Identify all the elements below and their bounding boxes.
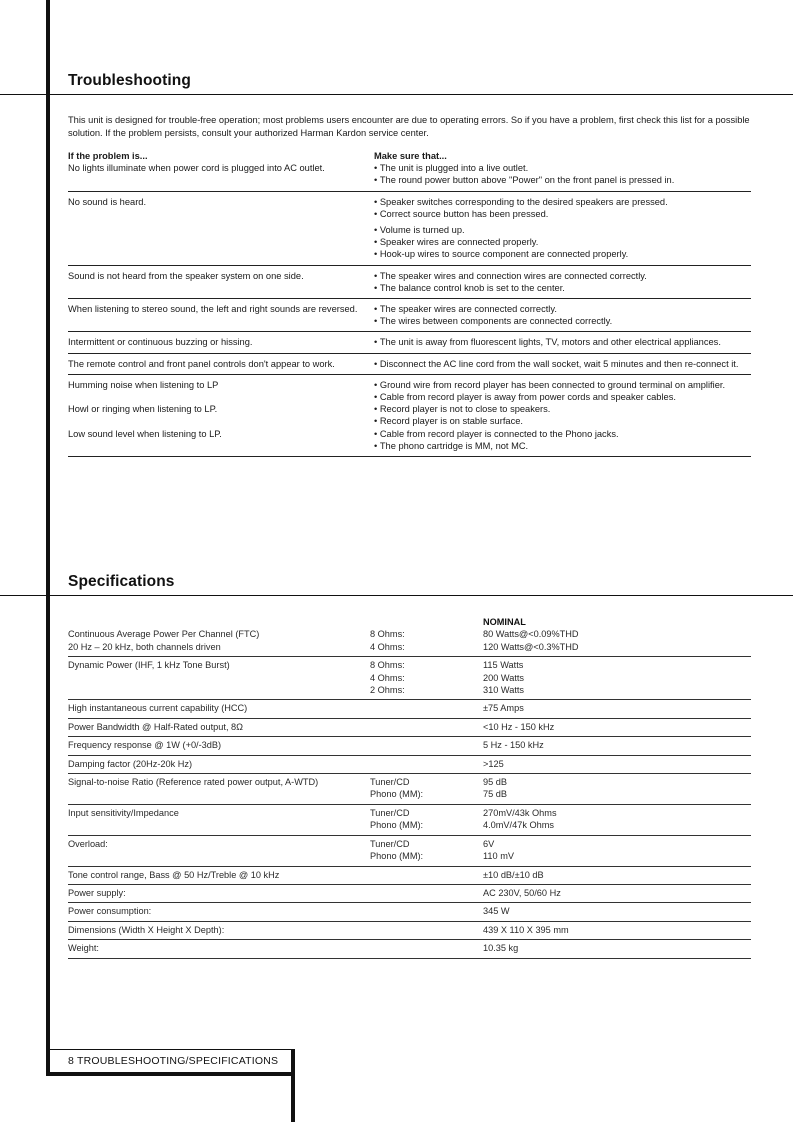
- spec-value: >125: [483, 758, 504, 769]
- spec-condition: 4 Ohms:: [370, 641, 405, 652]
- spec-label-cell: [68, 807, 370, 832]
- title-rule: [0, 595, 793, 596]
- solution-item: • Volume is turned up.: [374, 224, 751, 236]
- spec-value-cell: [483, 924, 751, 936]
- spec-label: Weight:: [68, 943, 99, 954]
- table-row: [68, 354, 751, 375]
- title-rule: [0, 94, 793, 95]
- spec-label-cell: [68, 887, 370, 899]
- troubleshooting-table: [68, 150, 751, 457]
- spec-label-cell: [68, 721, 370, 733]
- spec-label: Continuous Average Power Per Channel (FTC): [68, 629, 260, 640]
- spec-condition-cell: [370, 739, 483, 751]
- table-row: [68, 903, 751, 921]
- spec-value: 5 Hz - 150 kHz: [483, 740, 544, 751]
- table-row: [68, 774, 751, 805]
- table-row: [68, 922, 751, 940]
- spec-condition-cell: [370, 869, 483, 881]
- solution-item: • Record player is not to close to speakers.: [374, 403, 751, 415]
- table-row: [68, 805, 751, 836]
- table-row: [68, 266, 751, 299]
- spec-value: 95 dB: [483, 777, 508, 788]
- troubleshooting-intro: This unit is designed for trouble-free operation; most problems users encounter are due to operating errors. So if you have a problem, first check this list for a possible solution. If the problem persists, consult your authorized Harman Kardon service center.: [68, 115, 750, 139]
- table-row: [68, 836, 751, 867]
- solution-item: • Ground wire from record player has been connected to ground terminal on amplifier.: [374, 379, 751, 391]
- solution-item: • The round power button above "Power" on the front panel is pressed in.: [374, 174, 751, 186]
- spec-condition: 4 Ohms:: [370, 672, 405, 683]
- problem-column-header: If the problem is...: [68, 151, 148, 161]
- spec-label: Dimensions (Width X Height X Depth):: [68, 924, 225, 935]
- spec-label: Power consumption:: [68, 906, 152, 917]
- spec-label-cell: [68, 776, 370, 801]
- spec-value-cell: [483, 807, 751, 832]
- spec-label-cell: [68, 659, 370, 696]
- spec-condition-cell: [370, 942, 483, 954]
- solution-item: • Cable from record player is away from power cords and speaker cables.: [374, 391, 751, 403]
- solution-item: • The phono cartridge is MM, not MC.: [374, 440, 751, 452]
- solution-list: [374, 196, 751, 265]
- nominal-header: NOMINAL: [483, 617, 526, 627]
- spec-label: Input sensitivity/Impedance: [68, 807, 179, 818]
- problem-text: No lights illuminate when power cord is plugged into AC outlet.: [68, 163, 325, 174]
- left-margin-bar: [46, 0, 50, 1076]
- spec-condition: Phono (MM):: [370, 851, 424, 862]
- page-footer-label: 8 TROUBLESHOOTING/SPECIFICATIONS: [68, 1055, 279, 1067]
- spec-value-cell: [483, 942, 751, 954]
- spec-label: Damping factor (20Hz-20k Hz): [68, 758, 193, 769]
- solution-item: • The wires between components are connected correctly.: [374, 315, 751, 327]
- spec-label: Frequency response @ 1W (+0/-3dB): [68, 740, 222, 751]
- spec-condition-cell: [370, 776, 483, 801]
- spec-label-cell: [68, 869, 370, 881]
- solution-item: • Hook-up wires to source component are connected properly.: [374, 248, 751, 260]
- spec-label-cell: [68, 758, 370, 770]
- solution-item: • The unit is plugged into a live outlet.: [374, 162, 751, 174]
- spec-condition: Phono (MM):: [370, 789, 424, 800]
- solution-list: [374, 162, 751, 190]
- spec-value-cell: [483, 887, 751, 899]
- table-row: [68, 628, 751, 657]
- spec-value-cell: [483, 758, 751, 770]
- spec-value: 75 dB: [483, 789, 508, 800]
- spec-label: High instantaneous current capability (HCC): [68, 703, 248, 714]
- table-row: [68, 719, 751, 737]
- table-row: [68, 940, 751, 958]
- spec-value: <10 Hz - 150 kHz: [483, 721, 555, 732]
- spec-condition-cell: [370, 807, 483, 832]
- table-row: [68, 332, 751, 353]
- solution-item: • Speaker switches corresponding to the desired speakers are pressed.: [374, 196, 751, 208]
- solution-item: • The balance control knob is set to the center.: [374, 282, 751, 294]
- spec-value: 110 mV: [483, 851, 514, 862]
- spec-condition-cell: [370, 838, 483, 863]
- solution-list: [374, 270, 751, 298]
- problem-text: Sound is not heard from the speaker system on one side.: [68, 270, 304, 281]
- spec-value: 10.35 kg: [483, 943, 519, 954]
- table-row: [68, 700, 751, 718]
- spec-condition-cell: [370, 702, 483, 714]
- spec-label-cell: [68, 924, 370, 936]
- spec-value: 345 W: [483, 906, 510, 917]
- spec-label: Power supply:: [68, 887, 126, 898]
- spec-condition-cell: [370, 721, 483, 733]
- solution-column-header: Make sure that...: [374, 151, 447, 161]
- solution-list: [374, 336, 751, 352]
- specifications-table: [68, 616, 751, 959]
- spec-value: 6V: [483, 838, 495, 849]
- problem-text: When listening to stereo sound, the left and right sounds are reversed.: [68, 304, 358, 315]
- table-header: [68, 616, 751, 628]
- spec-condition: Tuner/CD: [370, 807, 410, 818]
- spec-label-cell: [68, 739, 370, 751]
- spec-label-cell: [68, 628, 370, 653]
- spec-condition-cell: [370, 659, 483, 696]
- spec-value: 200 Watts: [483, 672, 525, 683]
- spec-value: 80 Watts@<0.09%THD: [483, 629, 579, 640]
- spec-value: ±75 Amps: [483, 703, 524, 714]
- troubleshooting-title: Troubleshooting: [68, 72, 191, 89]
- problem-list: [68, 379, 374, 456]
- spec-condition: 8 Ohms:: [370, 629, 405, 640]
- solution-item: • The unit is away from fluorescent lights, TV, motors and other electrical appliances.: [374, 336, 751, 348]
- table-row: [68, 737, 751, 755]
- spec-condition-cell: [370, 628, 483, 653]
- spec-value: 270mV/43k Ohms: [483, 807, 557, 818]
- spec-condition: 8 Ohms:: [370, 660, 405, 671]
- solution-item: • The speaker wires and connection wires are connected correctly.: [374, 270, 751, 282]
- spec-condition-cell: [370, 758, 483, 770]
- spec-value-cell: [483, 905, 751, 917]
- spec-label-cell: [68, 942, 370, 954]
- spec-value: 4.0mV/47k Ohms: [483, 820, 554, 831]
- solution-item: • Record player is on stable surface.: [374, 415, 751, 427]
- table-row: [68, 657, 751, 700]
- spec-value: 120 Watts@<0.3%THD: [483, 641, 579, 652]
- spec-value: ±10 dB/±10 dB: [483, 869, 544, 880]
- problem-text: Low sound level when listening to LP.: [68, 428, 222, 439]
- spec-label: Overload:: [68, 838, 108, 849]
- table-row: [68, 192, 751, 266]
- table-header: [68, 150, 751, 162]
- table-row: [68, 756, 751, 774]
- spec-value-cell: [483, 739, 751, 751]
- table-row: [68, 375, 751, 457]
- spec-condition: Tuner/CD: [370, 777, 410, 788]
- spec-value: 439 X 110 X 395 mm: [483, 924, 569, 935]
- solution-item: • Correct source button has been pressed.: [374, 208, 751, 220]
- table-row: [68, 885, 751, 903]
- spec-label: 20 Hz – 20 kHz, both channels driven: [68, 641, 221, 652]
- spec-label-cell: [68, 702, 370, 714]
- solution-list: [374, 303, 751, 331]
- table-row: [68, 867, 751, 885]
- spec-value: 115 Watts: [483, 660, 524, 671]
- spec-label: Tone control range, Bass @ 50 Hz/Treble @ 10 kHz: [68, 869, 280, 880]
- spec-condition: Tuner/CD: [370, 838, 410, 849]
- spec-value: 310 Watts: [483, 685, 525, 696]
- problem-text: Howl or ringing when listening to LP.: [68, 404, 218, 415]
- spec-condition-cell: [370, 924, 483, 936]
- solution-list: [374, 358, 751, 374]
- spec-value-cell: [483, 869, 751, 881]
- spec-condition-cell: [370, 887, 483, 899]
- spec-condition-cell: [370, 905, 483, 917]
- solution-item: • Disconnect the AC line cord from the wall socket, wait 5 minutes and then re-connect it.: [374, 358, 751, 370]
- spec-value-cell: [483, 721, 751, 733]
- spec-value-cell: [483, 838, 751, 863]
- spec-label: Power Bandwidth @ Half-Rated output, 8Ω: [68, 721, 244, 732]
- spec-value: AC 230V, 50/60 Hz: [483, 887, 561, 898]
- spec-condition: 2 Ohms:: [370, 685, 405, 696]
- spec-condition: Phono (MM):: [370, 820, 424, 831]
- spec-value-cell: [483, 659, 751, 696]
- solution-list: [374, 379, 751, 456]
- problem-text: The remote control and front panel controls don't appear to work.: [68, 358, 335, 369]
- spec-value-cell: [483, 628, 751, 653]
- specifications-title: Specifications: [68, 573, 175, 590]
- problem-text: Intermittent or continuous buzzing or hissing.: [68, 337, 253, 348]
- spec-value-cell: [483, 776, 751, 801]
- solution-item: • Speaker wires are connected properly.: [374, 236, 751, 248]
- spec-label: Dynamic Power (IHF, 1 kHz Tone Burst): [68, 660, 230, 671]
- footer-bar: [291, 1049, 295, 1122]
- table-row: [68, 299, 751, 332]
- problem-text: No sound is heard.: [68, 196, 147, 207]
- spec-value-cell: [483, 702, 751, 714]
- problem-text: Humming noise when listening to LP: [68, 379, 219, 390]
- solution-item: • Cable from record player is connected to the Phono jacks.: [374, 428, 751, 440]
- table-row: [68, 162, 751, 191]
- solution-item: • The speaker wires are connected correctly.: [374, 303, 751, 315]
- spec-label-cell: [68, 905, 370, 917]
- spec-label: Signal-to-noise Ratio (Reference rated power output, A-WTD): [68, 777, 319, 788]
- spec-label-cell: [68, 838, 370, 863]
